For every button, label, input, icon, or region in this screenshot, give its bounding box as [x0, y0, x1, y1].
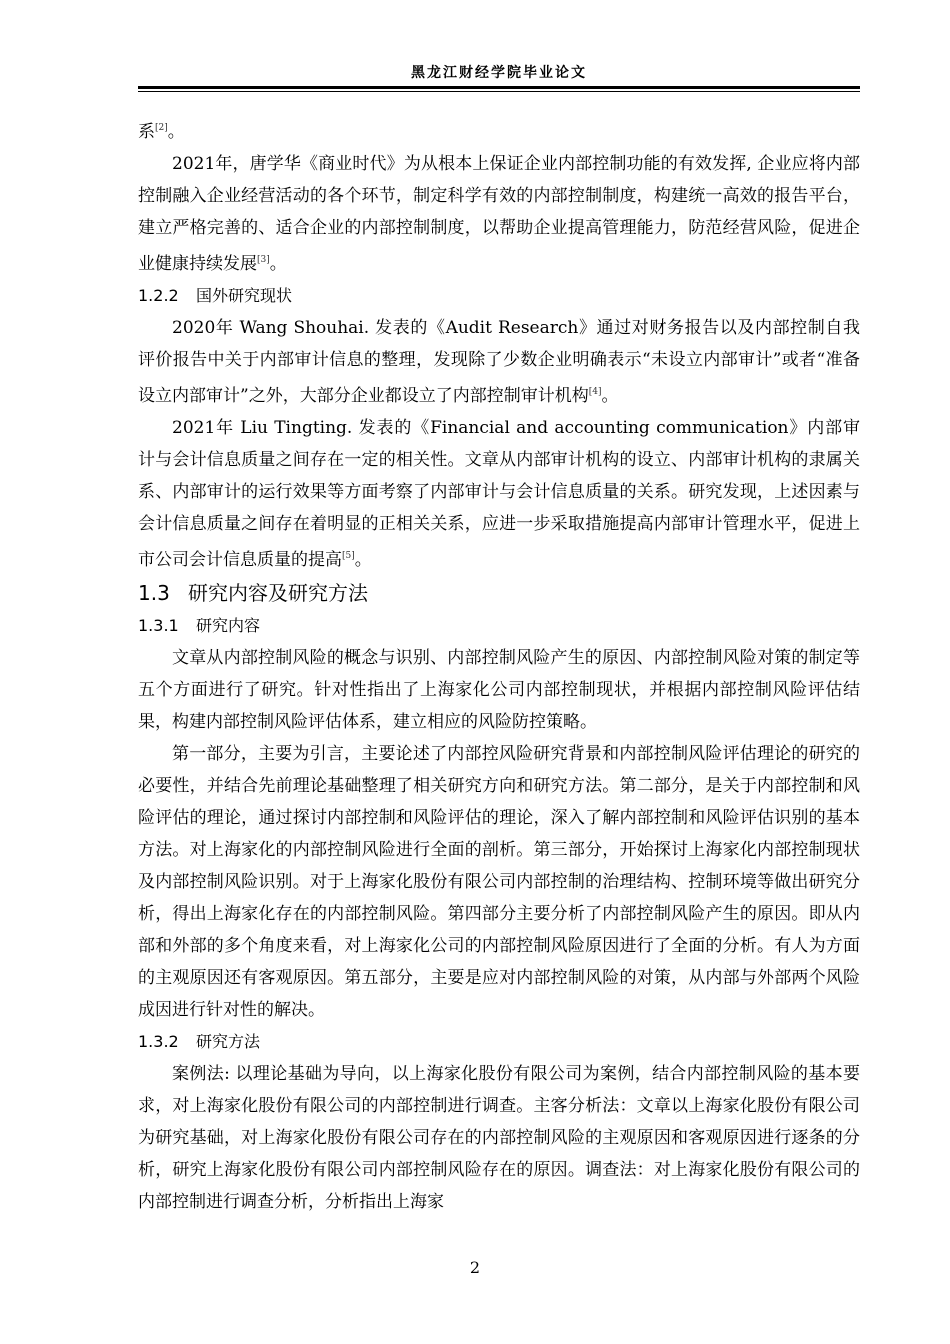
paragraph: 文章从内部控制风险的概念与识别、内部控制风险产生的原因、内部控制风险对策的制定等五个方面进行了研究。针对性指出了上海家化公司内部控制现状，并根据内部控制风险评估结果，构建内部控制风险评估体系，建立相应的风险防控策略。 — [138, 648, 860, 732]
paragraph-tail: 。 — [167, 122, 185, 142]
section-number: 1.2.2 — [138, 286, 179, 305]
paragraph-tail: 。 — [269, 254, 287, 274]
paragraph — [138, 312, 860, 412]
citation: [4] — [588, 387, 602, 397]
section-heading-1-3-2 — [138, 1026, 860, 1058]
section-title: 研究方法 — [196, 1032, 261, 1051]
citation: [5] — [342, 551, 355, 561]
paragraph-text: 系 — [138, 122, 155, 142]
body-content — [138, 112, 860, 1218]
paragraph — [138, 148, 860, 280]
paragraph-text: 2021年 Liu Tingting. 发表的《Financial and accounting communication》内部审计与会计信息质量之间存在一定的相关性。文章从内部审计机构的设立、内部审计机构的隶属关系、内部审计的运行效果等方面考察了内部审计与会计信息质量的关系。研究发现，上述因素与会计信息质量之间存在着明显的正相关关系，应进一步采取措施提高内部审计管理水平，促进上市公司会计信息质量的提高 — [138, 418, 860, 570]
citation: [3] — [257, 255, 270, 265]
section-heading-1-2-2 — [138, 280, 860, 312]
paragraph: 案例法: 以理论基础为导向，以上海家化股份有限公司为案例，结合内部控制风险的基本要求，对上海家化股份有限公司的内部控制进行调查。主客分析法：文章以上海家化股份有限公司为研究基础，对上海家化股份有限公司存在的内部控制风险的主观原因和客观原因进行逐条的分析，研究上海家化股份有限公司内部控制风险存在的原因。调查法：对上海家化股份有限公司的内部控制进行调查分析，分析指出上海家 — [138, 1064, 860, 1212]
page-header: 黑龙江财经学院毕业论文 — [411, 65, 587, 81]
paragraph-tail: 。 — [601, 386, 619, 406]
paragraph-tail: 。 — [354, 550, 372, 570]
paragraph-continued — [138, 112, 860, 148]
section-number: 1.3.2 — [138, 1032, 179, 1051]
paragraph: 第一部分，主要为引言，主要论述了内部控风险研究背景和内部控制风险评估理论的研究的必要性，并结合先前理论基础整理了相关研究方向和研究方法。第二部分，是关于内部控制和风险评估的理论，通过探讨内部控制和风险评估的理论，深入了解内部控制和风险评估识别的基本方法。对上海家化的内部控制风险进行全面的剖析。第三部分，开始探讨上海家化内部控制现状及内部控制风险识别。对于上海家化股份有限公司内部控制的治理结构、控制环境等做出研究分析，得出上海家化存在的内部控制风险。第四部分主要分析了内部控制风险产生的原因。即从内部和外部的多个角度来看，对上海家化公司的内部控制风险原因进行了全面的分析。有人为方面的主观原因还有客观原因。第五部分，主要是应对内部控制风险的对策，从内部与外部两个风险成因进行针对性的解决。 — [138, 744, 860, 1020]
paragraph — [138, 412, 860, 576]
page-number: 2 — [469, 1258, 481, 1277]
section-heading-1-3 — [138, 576, 860, 610]
section-title: 研究内容 — [196, 616, 261, 635]
section-heading-1-3-1 — [138, 610, 860, 642]
header-rule-thin — [138, 91, 860, 92]
citation: [2] — [155, 123, 168, 133]
section-number: 1.3 — [138, 581, 170, 605]
section-number: 1.3.1 — [138, 616, 179, 635]
section-title: 国外研究现状 — [196, 286, 293, 305]
section-title: 研究内容及研究方法 — [188, 581, 368, 605]
paragraph-text: 2020年 Wang Shouhai. 发表的《Audit Research》通过对财务报告以及内部控制自我评价报告中关于内部审计信息的整理，发现除了少数企业明确表示“未设立内部审计”或者“准备设立内部审计”之外，大部分企业都设立了内部控制审计机构 — [138, 318, 860, 406]
header-rule-thick — [138, 86, 860, 89]
paragraph-text: 2021年，唐学华《商业时代》为从根本上保证企业内部控制功能的有效发挥, 企业应将内部控制融入企业经营活动的各个环节，制定科学有效的内部控制制度，构建统一高效的报告平台，建立严格完善的、适合企业的内部控制制度，以帮助企业提高管理能力，防范经营风险，促进企业健康持续发展 — [138, 154, 860, 274]
